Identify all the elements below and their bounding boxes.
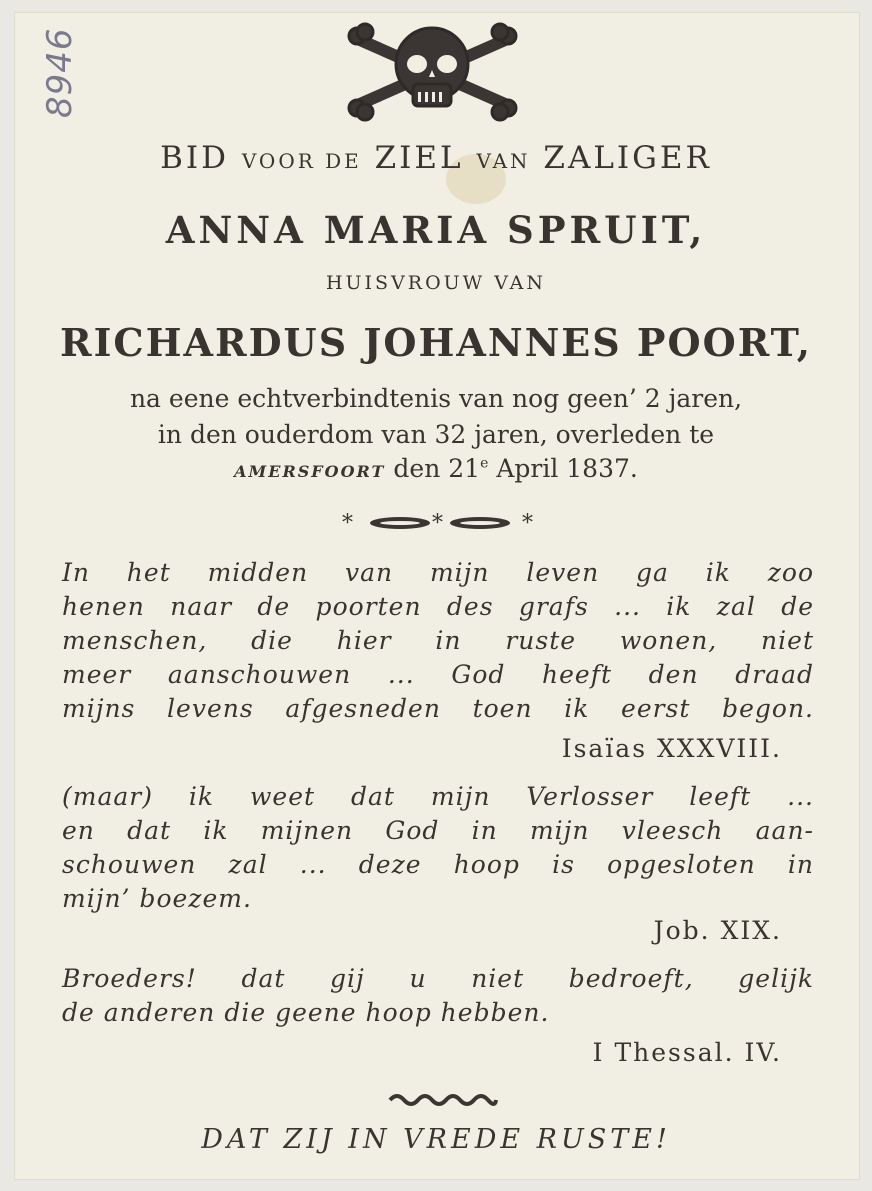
age-detail: in den ouderdom van 32 jaren, overleden te: [157, 420, 715, 449]
death-place: AMERSFOORT: [234, 462, 386, 481]
marriage-detail: na eene echtverbindtenis van nog geen’ 2 jaren,: [129, 384, 743, 413]
reference-isaiah: Isaïas XXXVIII.: [561, 734, 782, 763]
ornament-divider: [340, 508, 540, 538]
verse-thessalonians: Broeders! dat gij u niet bedroeft, gelijk de anderen die geene hoop hebben.: [62, 964, 814, 1027]
heading-line: BID VOOR DE ZIEL VAN ZALIGER: [160, 140, 712, 176]
verse-job: (maar) ik weet dat mijn Verlosser leeft ... en dat ik mijnen God in mijn vleesch aan- schouwen zal ... deze hoop is opgesloten in mijn’ boezem.: [62, 782, 814, 913]
wave-ornament: [388, 1092, 498, 1108]
verse-isaiah: In het midden van mijn leven ga ik zoo henen naar de poorten des grafs ... ik zal de menschen, die hier in ruste wonen, niet meer aanschouwen ... God heeft den draad mijns levens afgesneden toen ik eerst begon.: [62, 558, 814, 723]
svg-text:*: *: [522, 511, 533, 536]
spouse-name: RICHARDUS JOHANNES POORT,: [60, 320, 812, 365]
reference-job: Job. XIX.: [653, 916, 782, 945]
svg-text:*: *: [432, 511, 443, 536]
relation-label: HUISVROUW VAN: [325, 272, 547, 294]
closing-prayer: DAT ZIJ IN VREDE RUSTE!: [201, 1124, 671, 1155]
death-detail: AMERSFOORT den 21e April 1837.: [234, 454, 638, 483]
svg-text:*: *: [342, 511, 353, 536]
reference-thessalonians: I Thessal. IV.: [592, 1038, 782, 1067]
inventory-number: 8946: [40, 27, 80, 118]
deceased-name: ANNA MARIA SPRUIT,: [165, 208, 707, 252]
skull-crossbones-icon: [345, 22, 520, 122]
